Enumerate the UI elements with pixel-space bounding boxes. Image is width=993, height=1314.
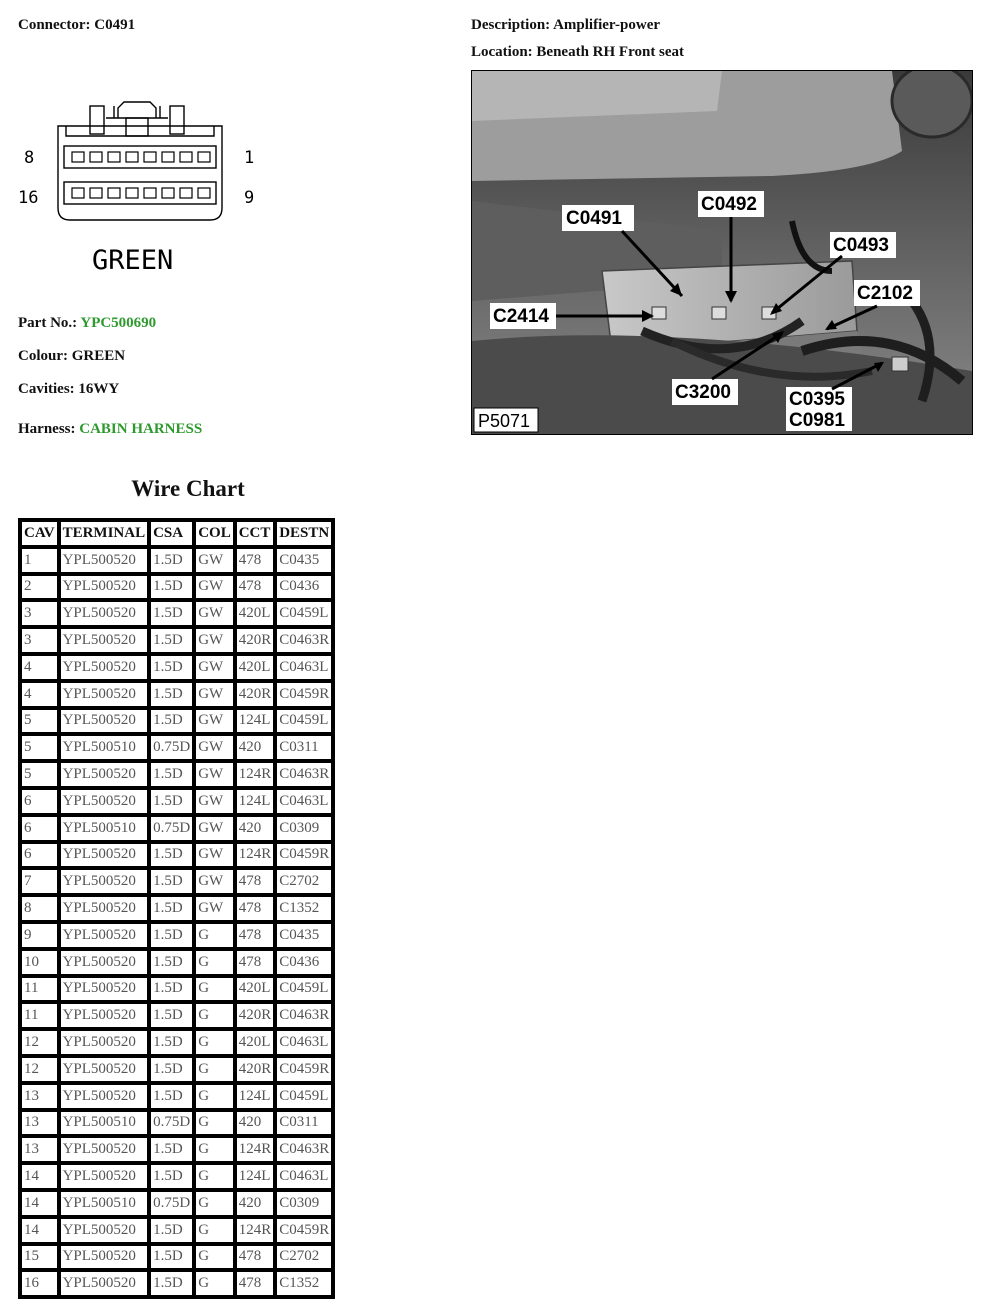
cell-cct: 124R bbox=[235, 761, 276, 788]
cell-csa: 1.5D bbox=[149, 922, 194, 949]
cell-col: GW bbox=[194, 654, 235, 681]
cell-cav: 6 bbox=[20, 842, 59, 869]
cell-col: G bbox=[194, 1002, 235, 1029]
table-row bbox=[20, 1217, 333, 1244]
pin-cavity bbox=[126, 152, 138, 162]
cell-destn: C2702 bbox=[275, 868, 333, 895]
cell-terminal: YPL500520 bbox=[59, 842, 150, 869]
cell-col: GW bbox=[194, 815, 235, 842]
cell-csa: 1.5D bbox=[149, 1270, 194, 1297]
cell-destn: C0436 bbox=[275, 574, 333, 601]
cell-col: G bbox=[194, 1136, 235, 1163]
cell-col: G bbox=[194, 1270, 235, 1297]
cell-destn: C0463L bbox=[275, 1029, 333, 1056]
table-row bbox=[20, 1270, 333, 1297]
table-row bbox=[20, 922, 333, 949]
cell-col: GW bbox=[194, 734, 235, 761]
cell-cav: 16 bbox=[20, 1270, 59, 1297]
cell-terminal: YPL500520 bbox=[59, 1136, 150, 1163]
cell-cct: 478 bbox=[235, 1270, 276, 1297]
cell-csa: 1.5D bbox=[149, 547, 194, 574]
cell-col: GW bbox=[194, 574, 235, 601]
pin-cavity bbox=[162, 152, 174, 162]
cell-destn: C0463L bbox=[275, 788, 333, 815]
table-row bbox=[20, 1056, 333, 1083]
cell-cct: 420L bbox=[235, 600, 276, 627]
cell-csa: 1.5D bbox=[149, 1244, 194, 1271]
cell-csa: 0.75D bbox=[149, 1190, 194, 1217]
pin-cavity bbox=[198, 188, 210, 198]
cell-destn: C0459L bbox=[275, 976, 333, 1003]
table-row bbox=[20, 1163, 333, 1190]
cell-cct: 420L bbox=[235, 976, 276, 1003]
cell-cav: 1 bbox=[20, 547, 59, 574]
cell-cct: 420 bbox=[235, 1110, 276, 1137]
wire-chart-table bbox=[18, 518, 335, 1299]
col-header-terminal: TERMINAL bbox=[59, 520, 150, 547]
cell-csa: 1.5D bbox=[149, 627, 194, 654]
table-row bbox=[20, 600, 333, 627]
colour-line bbox=[18, 348, 125, 365]
cell-cav: 6 bbox=[20, 788, 59, 815]
cell-terminal: YPL500520 bbox=[59, 708, 150, 735]
cell-col: GW bbox=[194, 761, 235, 788]
pin-cavity bbox=[72, 188, 84, 198]
cavities-value: 16WY bbox=[78, 381, 120, 397]
pin-cavity bbox=[90, 188, 102, 198]
cell-terminal: YPL500520 bbox=[59, 600, 150, 627]
cell-csa: 1.5D bbox=[149, 842, 194, 869]
cell-cav: 13 bbox=[20, 1136, 59, 1163]
pin-label-16: 16 bbox=[18, 188, 39, 208]
cell-destn: C0459L bbox=[275, 708, 333, 735]
table-row bbox=[20, 654, 333, 681]
cell-col: GW bbox=[194, 681, 235, 708]
table-row bbox=[20, 815, 333, 842]
cell-csa: 1.5D bbox=[149, 1083, 194, 1110]
cell-terminal: YPL500520 bbox=[59, 654, 150, 681]
pin-cavity bbox=[90, 152, 102, 162]
table-row bbox=[20, 734, 333, 761]
cell-terminal: YPL500520 bbox=[59, 627, 150, 654]
callout-c0395: C0395 bbox=[789, 389, 845, 410]
pin-label-1: 1 bbox=[244, 148, 255, 168]
cell-destn: C0311 bbox=[275, 734, 333, 761]
cell-terminal: YPL500520 bbox=[59, 1002, 150, 1029]
harness-link[interactable]: CABIN HARNESS bbox=[79, 421, 203, 437]
table-row bbox=[20, 681, 333, 708]
wire-chart-title: Wire Chart bbox=[131, 476, 245, 501]
part-no-line bbox=[18, 315, 156, 332]
cell-destn: C1352 bbox=[275, 1270, 333, 1297]
table-row bbox=[20, 1244, 333, 1271]
cell-cct: 124R bbox=[235, 842, 276, 869]
callout-c0493: C0493 bbox=[833, 235, 889, 256]
col-header-col: COL bbox=[194, 520, 235, 547]
description-line bbox=[471, 17, 660, 34]
cell-destn: C0463R bbox=[275, 1002, 333, 1029]
col-header-csa: CSA bbox=[149, 520, 194, 547]
cell-terminal: YPL500510 bbox=[59, 1190, 150, 1217]
table-row bbox=[20, 1110, 333, 1137]
cell-col: G bbox=[194, 1190, 235, 1217]
cell-csa: 1.5D bbox=[149, 788, 194, 815]
cell-cav: 11 bbox=[20, 1002, 59, 1029]
colour-label: Colour: bbox=[18, 348, 68, 364]
pin-cavity bbox=[198, 152, 210, 162]
table-row bbox=[20, 842, 333, 869]
cell-destn: C0435 bbox=[275, 922, 333, 949]
cell-cct: 420R bbox=[235, 1056, 276, 1083]
cell-cav: 15 bbox=[20, 1244, 59, 1271]
cell-csa: 1.5D bbox=[149, 1029, 194, 1056]
cell-cct: 478 bbox=[235, 574, 276, 601]
description-label: Description: bbox=[471, 17, 551, 33]
cell-destn: C0459R bbox=[275, 842, 333, 869]
table-row bbox=[20, 761, 333, 788]
table-row bbox=[20, 627, 333, 654]
cell-cct: 420R bbox=[235, 1002, 276, 1029]
cell-col: G bbox=[194, 1056, 235, 1083]
cell-cct: 478 bbox=[235, 1244, 276, 1271]
connector-line bbox=[18, 17, 135, 34]
cell-cav: 14 bbox=[20, 1217, 59, 1244]
cell-terminal: YPL500520 bbox=[59, 574, 150, 601]
cell-cav: 5 bbox=[20, 734, 59, 761]
cell-cct: 124L bbox=[235, 1083, 276, 1110]
cell-cav: 4 bbox=[20, 654, 59, 681]
cell-col: G bbox=[194, 1217, 235, 1244]
cell-col: GW bbox=[194, 842, 235, 869]
cell-cct: 124L bbox=[235, 708, 276, 735]
cell-cct: 420 bbox=[235, 815, 276, 842]
cell-destn: C0459R bbox=[275, 1056, 333, 1083]
cell-terminal: YPL500520 bbox=[59, 1163, 150, 1190]
table-row bbox=[20, 895, 333, 922]
cell-cav: 11 bbox=[20, 976, 59, 1003]
cell-destn: C0463R bbox=[275, 761, 333, 788]
cell-terminal: YPL500520 bbox=[59, 1056, 150, 1083]
pin-row-top bbox=[72, 152, 210, 162]
wire-chart-body bbox=[20, 547, 333, 1297]
cell-terminal: YPL500520 bbox=[59, 681, 150, 708]
table-row bbox=[20, 949, 333, 976]
cell-terminal: YPL500520 bbox=[59, 976, 150, 1003]
cell-destn: C0463R bbox=[275, 1136, 333, 1163]
cell-destn: C0459R bbox=[275, 681, 333, 708]
cell-cav: 12 bbox=[20, 1056, 59, 1083]
cell-cct: 124R bbox=[235, 1136, 276, 1163]
cell-csa: 1.5D bbox=[149, 1136, 194, 1163]
harness-label: Harness: bbox=[18, 421, 76, 437]
callout-c0492: C0492 bbox=[701, 194, 757, 215]
cell-terminal: YPL500520 bbox=[59, 547, 150, 574]
cell-csa: 1.5D bbox=[149, 949, 194, 976]
cell-cct: 420 bbox=[235, 1190, 276, 1217]
col-header-cct: CCT bbox=[235, 520, 276, 547]
cell-col: GW bbox=[194, 600, 235, 627]
table-row bbox=[20, 1029, 333, 1056]
cell-cct: 420 bbox=[235, 734, 276, 761]
pin-cavity bbox=[144, 188, 156, 198]
table-row bbox=[20, 708, 333, 735]
cell-csa: 0.75D bbox=[149, 1110, 194, 1137]
cell-csa: 1.5D bbox=[149, 600, 194, 627]
cell-cav: 3 bbox=[20, 627, 59, 654]
cell-cav: 6 bbox=[20, 815, 59, 842]
pin-cavity bbox=[180, 188, 192, 198]
cell-terminal: YPL500510 bbox=[59, 815, 150, 842]
cell-destn: C0435 bbox=[275, 547, 333, 574]
table-row bbox=[20, 574, 333, 601]
cell-destn: C0459L bbox=[275, 600, 333, 627]
cell-destn: C0459L bbox=[275, 1083, 333, 1110]
cell-destn: C0436 bbox=[275, 949, 333, 976]
cell-cct: 478 bbox=[235, 922, 276, 949]
cell-terminal: YPL500520 bbox=[59, 1029, 150, 1056]
cell-terminal: YPL500520 bbox=[59, 788, 150, 815]
cell-csa: 0.75D bbox=[149, 734, 194, 761]
connector-label: Connector: bbox=[18, 17, 91, 33]
cell-cav: 10 bbox=[20, 949, 59, 976]
col-header-cav: CAV bbox=[20, 520, 59, 547]
cell-terminal: YPL500520 bbox=[59, 949, 150, 976]
cell-terminal: YPL500520 bbox=[59, 1270, 150, 1297]
cell-destn: C0309 bbox=[275, 815, 333, 842]
cell-csa: 1.5D bbox=[149, 1217, 194, 1244]
cell-cav: 13 bbox=[20, 1083, 59, 1110]
cell-destn: C1352 bbox=[275, 895, 333, 922]
pin-cavity bbox=[180, 152, 192, 162]
cell-cav: 8 bbox=[20, 895, 59, 922]
cell-destn: C2702 bbox=[275, 1244, 333, 1271]
part-no-link[interactable]: YPC500690 bbox=[80, 315, 157, 331]
cell-cct: 124L bbox=[235, 1163, 276, 1190]
cell-terminal: YPL500520 bbox=[59, 922, 150, 949]
cell-destn: C0459R bbox=[275, 1217, 333, 1244]
cell-terminal: YPL500520 bbox=[59, 895, 150, 922]
cell-col: GW bbox=[194, 868, 235, 895]
table-row bbox=[20, 1002, 333, 1029]
table-row bbox=[20, 976, 333, 1003]
cell-csa: 0.75D bbox=[149, 815, 194, 842]
cell-cav: 14 bbox=[20, 1163, 59, 1190]
connector-value: C0491 bbox=[94, 17, 136, 33]
cell-col: G bbox=[194, 1083, 235, 1110]
cavities-line bbox=[18, 381, 119, 398]
cell-csa: 1.5D bbox=[149, 868, 194, 895]
table-row bbox=[20, 1190, 333, 1217]
cell-terminal: YPL500520 bbox=[59, 1217, 150, 1244]
pin-row-bottom bbox=[72, 188, 210, 198]
cell-terminal: YPL500520 bbox=[59, 1244, 150, 1271]
cell-terminal: YPL500520 bbox=[59, 868, 150, 895]
cell-csa: 1.5D bbox=[149, 681, 194, 708]
cell-cct: 478 bbox=[235, 949, 276, 976]
callout-c2414: C2414 bbox=[493, 306, 549, 327]
cell-col: GW bbox=[194, 895, 235, 922]
table-row bbox=[20, 547, 333, 574]
cell-csa: 1.5D bbox=[149, 761, 194, 788]
cell-col: G bbox=[194, 949, 235, 976]
cell-cct: 124R bbox=[235, 1217, 276, 1244]
cell-destn: C0463L bbox=[275, 1163, 333, 1190]
table-row bbox=[20, 868, 333, 895]
cell-cct: 420R bbox=[235, 681, 276, 708]
cell-col: G bbox=[194, 922, 235, 949]
cell-cav: 9 bbox=[20, 922, 59, 949]
cell-cav: 14 bbox=[20, 1190, 59, 1217]
callout-c2102: C2102 bbox=[857, 283, 913, 304]
location-value: Beneath RH Front seat bbox=[536, 44, 685, 60]
pin-label-8: 8 bbox=[24, 148, 35, 168]
description-value: Amplifier-power bbox=[553, 17, 661, 33]
cell-cav: 2 bbox=[20, 574, 59, 601]
pin-cavity bbox=[144, 152, 156, 162]
cell-destn: C0309 bbox=[275, 1190, 333, 1217]
cell-terminal: YPL500510 bbox=[59, 734, 150, 761]
pin-cavity bbox=[162, 188, 174, 198]
pin-cavity bbox=[72, 152, 84, 162]
cell-col: G bbox=[194, 1110, 235, 1137]
callout-c3200: C3200 bbox=[675, 382, 731, 403]
cell-cav: 12 bbox=[20, 1029, 59, 1056]
table-row bbox=[20, 1083, 333, 1110]
connector-colour-text: GREEN bbox=[92, 245, 174, 276]
cell-destn: C0311 bbox=[275, 1110, 333, 1137]
location-label: Location: bbox=[471, 44, 533, 60]
connector-face-diagram bbox=[14, 96, 264, 286]
cell-cct: 420L bbox=[235, 1029, 276, 1056]
cell-csa: 1.5D bbox=[149, 574, 194, 601]
cell-cct: 420R bbox=[235, 627, 276, 654]
colour-value: GREEN bbox=[71, 348, 126, 364]
cell-cct: 478 bbox=[235, 895, 276, 922]
cavities-label: Cavities: bbox=[18, 381, 75, 397]
pin-label-9: 9 bbox=[244, 188, 255, 208]
cell-terminal: YPL500510 bbox=[59, 1110, 150, 1137]
cell-csa: 1.5D bbox=[149, 1002, 194, 1029]
cell-col: GW bbox=[194, 788, 235, 815]
pin-cavity bbox=[108, 152, 120, 162]
cell-col: GW bbox=[194, 627, 235, 654]
cell-cav: 5 bbox=[20, 761, 59, 788]
cell-terminal: YPL500520 bbox=[59, 1083, 150, 1110]
cell-destn: C0463L bbox=[275, 654, 333, 681]
cell-cav: 13 bbox=[20, 1110, 59, 1137]
cell-col: GW bbox=[194, 547, 235, 574]
cell-terminal: YPL500520 bbox=[59, 761, 150, 788]
table-row bbox=[20, 1136, 333, 1163]
callout-c0491: C0491 bbox=[566, 208, 622, 229]
pin-cavity bbox=[126, 188, 138, 198]
harness-line bbox=[18, 421, 202, 438]
cell-csa: 1.5D bbox=[149, 976, 194, 1003]
cell-cav: 7 bbox=[20, 868, 59, 895]
table-header-row bbox=[20, 520, 333, 547]
cell-col: G bbox=[194, 976, 235, 1003]
cell-csa: 1.5D bbox=[149, 708, 194, 735]
cell-cav: 3 bbox=[20, 600, 59, 627]
cell-csa: 1.5D bbox=[149, 895, 194, 922]
cell-cct: 478 bbox=[235, 547, 276, 574]
cell-cct: 478 bbox=[235, 868, 276, 895]
cell-col: G bbox=[194, 1029, 235, 1056]
cell-csa: 1.5D bbox=[149, 654, 194, 681]
cell-cav: 5 bbox=[20, 708, 59, 735]
cell-col: G bbox=[194, 1244, 235, 1271]
location-line bbox=[471, 44, 684, 61]
cell-col: GW bbox=[194, 708, 235, 735]
location-photo bbox=[471, 70, 973, 435]
col-header-destn: DESTN bbox=[275, 520, 333, 547]
cell-csa: 1.5D bbox=[149, 1163, 194, 1190]
part-no-label: Part No.: bbox=[18, 315, 78, 331]
cell-destn: C0463R bbox=[275, 627, 333, 654]
cell-col: G bbox=[194, 1163, 235, 1190]
cell-cav: 4 bbox=[20, 681, 59, 708]
cell-csa: 1.5D bbox=[149, 1056, 194, 1083]
callout-c0981: C0981 bbox=[789, 410, 845, 431]
photo-ref: P5071 bbox=[478, 411, 531, 431]
table-row bbox=[20, 788, 333, 815]
cell-cct: 420L bbox=[235, 654, 276, 681]
pin-cavity bbox=[108, 188, 120, 198]
cell-cct: 124L bbox=[235, 788, 276, 815]
